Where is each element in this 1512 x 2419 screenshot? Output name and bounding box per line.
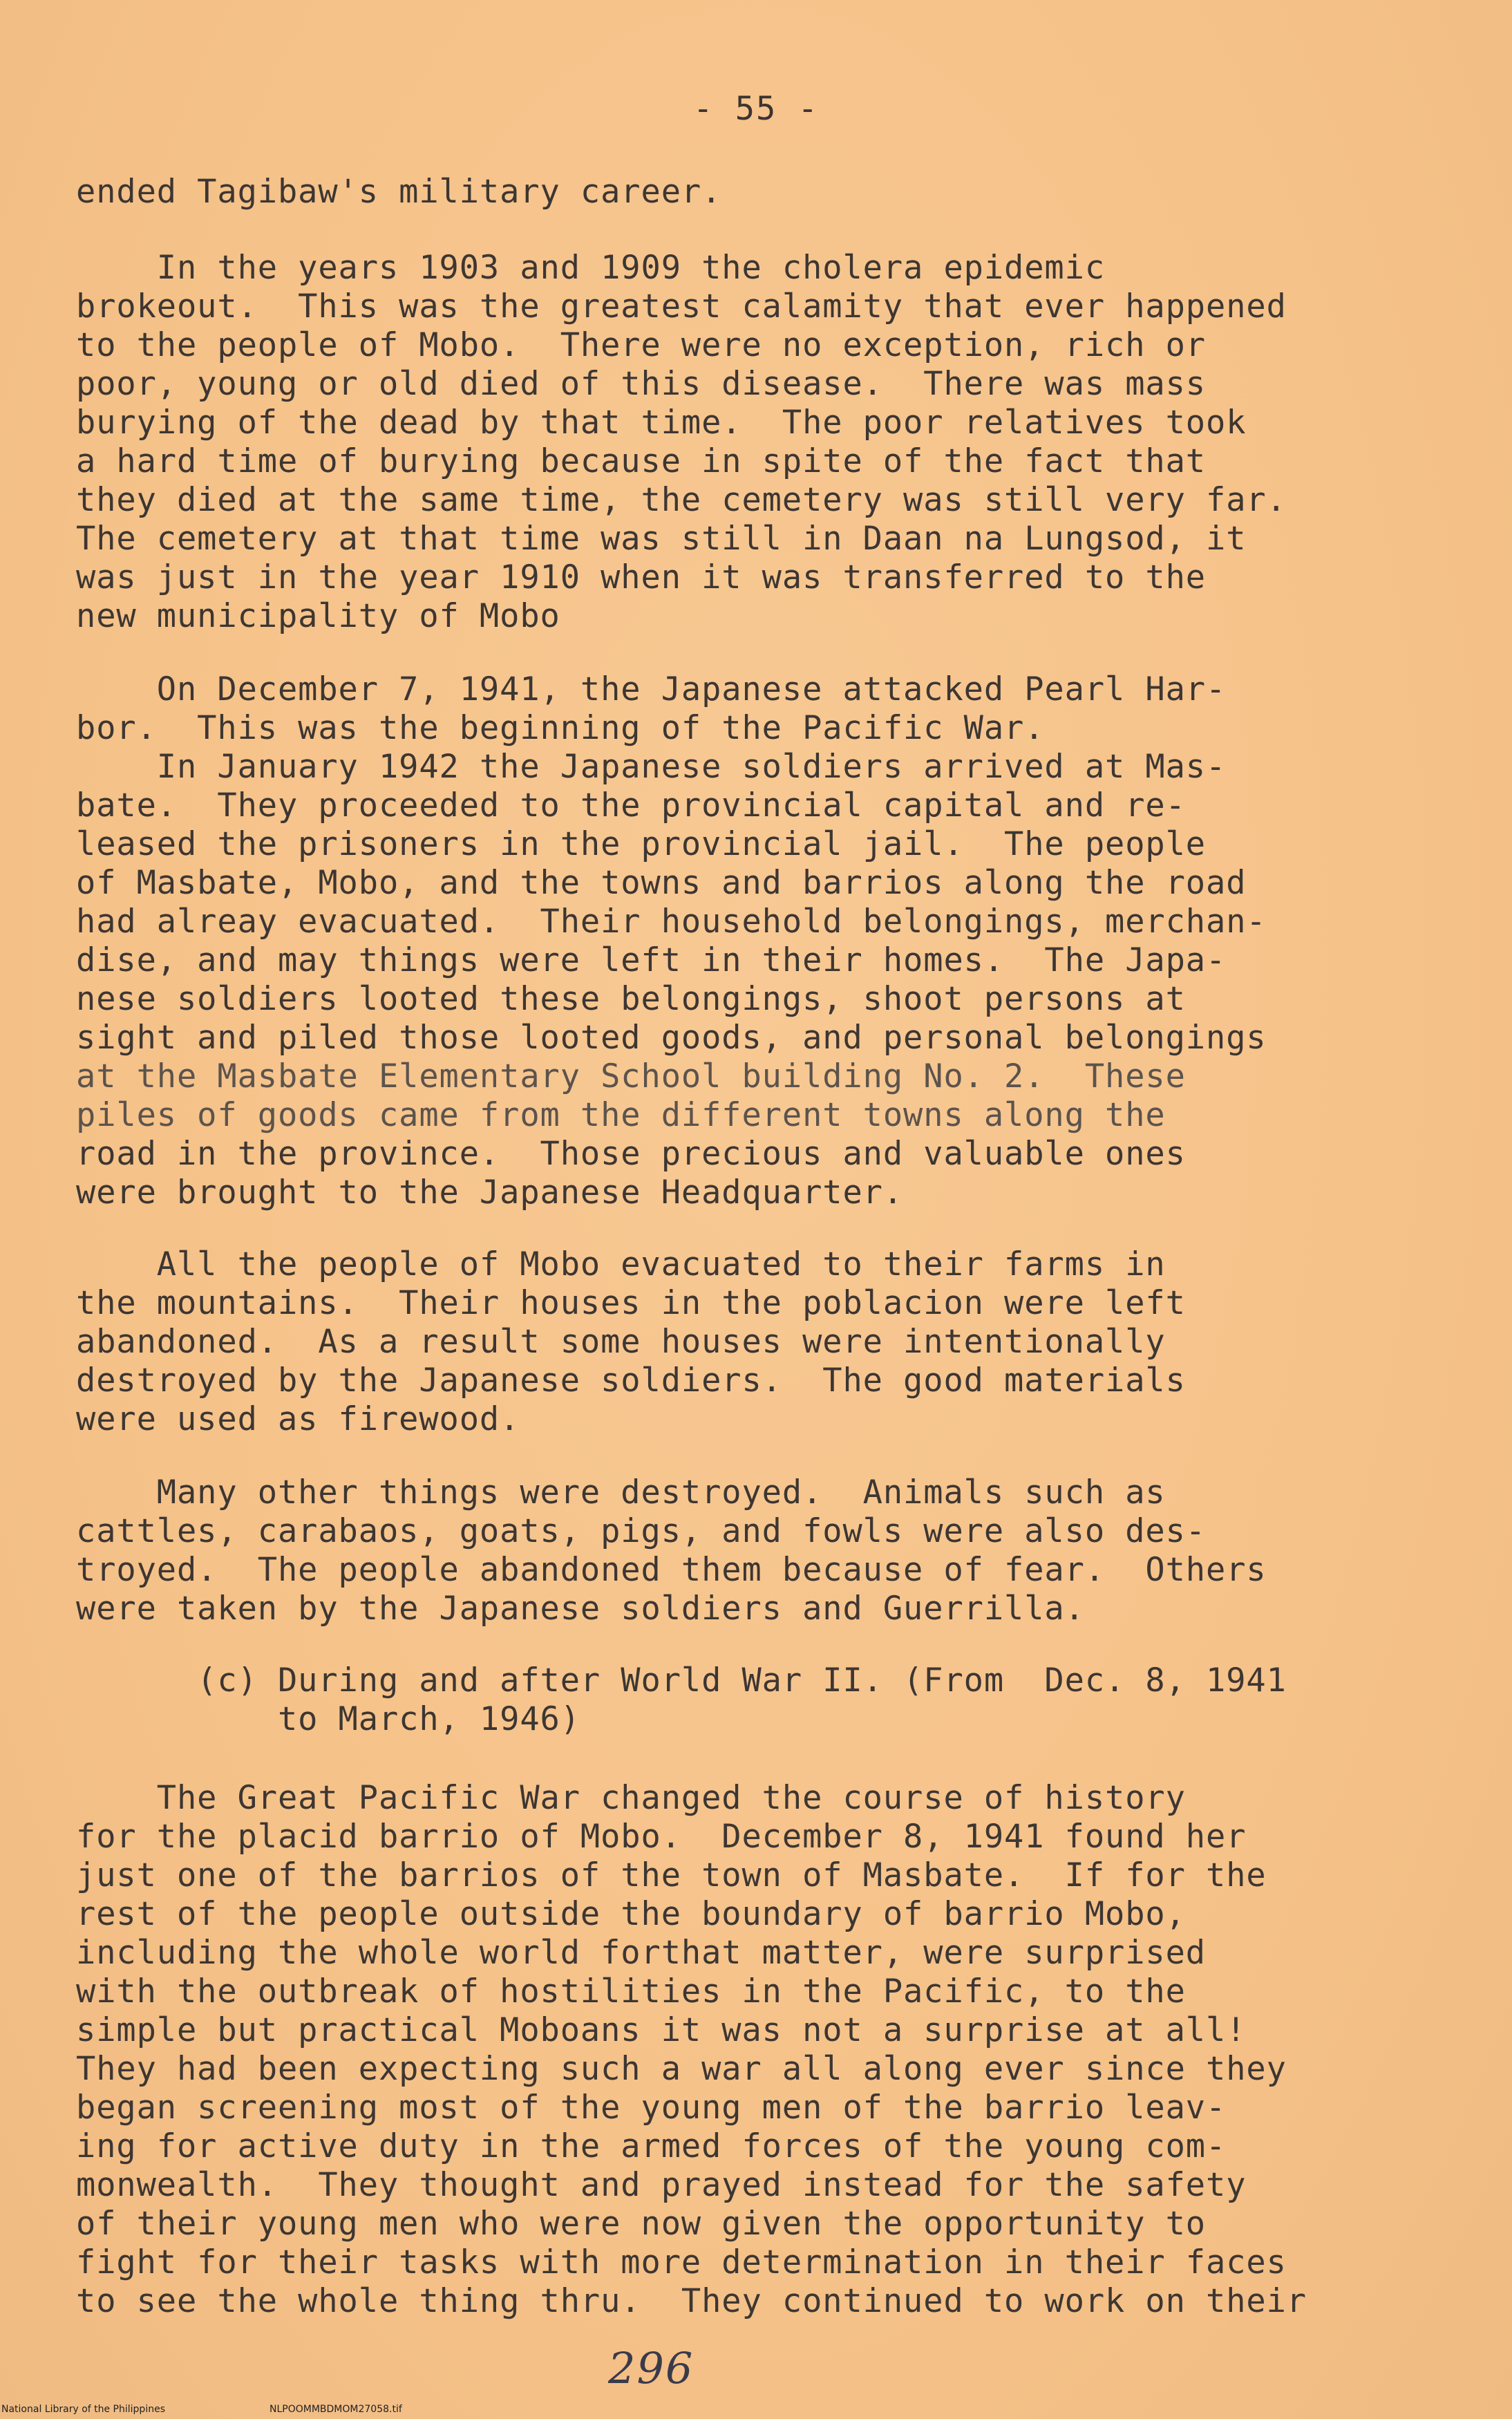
section-heading: (c) During and after World War II. (From Dec. 8, 1941 <box>76 1662 1287 1700</box>
text-line: burying of the dead by that time. The poor relatives took <box>76 404 1247 442</box>
text-line: were brought to the Japanese Headquarter. <box>76 1174 904 1212</box>
text-line: brokeout. This was the greatest calamity that ever happened <box>76 288 1287 326</box>
text-line: All the people of Mobo evacuated to their farms in <box>76 1245 1166 1283</box>
text-line: new municipality of Mobo <box>76 597 560 635</box>
footer-file-name: NLPOOMMBDMOM27058.tif <box>270 2404 402 2415</box>
text-line: dise, and may things were left in their homes. The Japa- <box>76 941 1227 979</box>
text-line: for the placid barrio of Mobo. December 8, 1941 found her <box>76 1818 1247 1856</box>
text-line: just one of the barrios of the town of Masbate. If for the <box>76 1856 1267 1894</box>
text-line: nese soldiers looted these belongings, shoot persons at <box>76 980 1186 1018</box>
text-line: ing for active duty in the armed forces of the young com- <box>76 2127 1227 2165</box>
text-line: the mountains. Their houses in the poblacion were left <box>76 1284 1186 1322</box>
text-line: In January 1942 the Japanese soldiers arrived at Mas- <box>76 748 1227 786</box>
text-line: had alreay evacuated. Their household belongings, merchan- <box>76 903 1267 941</box>
text-line: Many other things were destroyed. Animals such as <box>76 1474 1166 1512</box>
text-line: ended Tagibaw's military career. <box>76 173 722 211</box>
text-line: to see the whole thing thru. They continued to work on their <box>76 2282 1307 2320</box>
text-line: The Great Pacific War changed the course of history <box>76 1779 1186 1817</box>
text-line: to the people of Mobo. There were no exception, rich or <box>76 326 1206 364</box>
text-line: at the Masbate Elementary School building No. 2. These <box>76 1057 1186 1095</box>
text-line: bor. This was the beginning of the Pacific War. <box>76 709 1045 747</box>
text-line: On December 7, 1941, the Japanese attacked Pearl Har- <box>76 670 1227 708</box>
text-line: with the outbreak of hostilities in the Pacific, to the <box>76 1973 1186 2011</box>
text-line: In the years 1903 and 1909 the cholera epidemic <box>76 249 1106 287</box>
text-line: destroyed by the Japanese soldiers. The good materials <box>76 1362 1186 1400</box>
text-line: fight for their tasks with more determination in their faces <box>76 2243 1287 2281</box>
footer-library-name: National Library of the Philippines <box>1 2404 165 2415</box>
text-line: began screening most of the young men of the barrio leav- <box>76 2089 1227 2127</box>
text-line: of Masbate, Mobo, and the towns and barrios along the road <box>76 864 1247 902</box>
text-line: were used as firewood. <box>76 1400 520 1438</box>
text-line: The cemetery at that time was still in Daan na Lungsod, it <box>76 520 1247 558</box>
text-line: were taken by the Japanese soldiers and Guerrilla. <box>76 1590 1085 1628</box>
section-heading: to March, 1946) <box>76 1700 580 1738</box>
text-line: sight and piled those looted goods, and personal belongings <box>76 1019 1267 1057</box>
text-line: road in the province. Those precious and valuable ones <box>76 1135 1186 1173</box>
page-number: - 55 - <box>693 90 819 128</box>
text-line: They had been expecting such a war all along ever since they <box>76 2050 1287 2088</box>
text-line: they died at the same time, the cemetery was still very far. <box>76 481 1287 519</box>
text-line: including the whole world forthat matter, were surprised <box>76 1934 1206 1972</box>
text-line: cattles, carabaos, goats, pigs, and fowls were also des- <box>76 1512 1206 1550</box>
text-line: piles of goods came from the different towns along the <box>76 1096 1166 1134</box>
text-line: rest of the people outside the boundary of barrio Mobo, <box>76 1895 1186 1933</box>
text-line: bate. They proceeded to the provincial capital and re- <box>76 787 1186 825</box>
text-line: abandoned. As a result some houses were intentionally <box>76 1323 1166 1361</box>
text-line: leased the prisoners in the provincial jail. The people <box>76 825 1206 863</box>
text-line: troyed. The people abandoned them because of fear. Others <box>76 1551 1267 1589</box>
text-line: of their young men who were now given the opportunity to <box>76 2205 1206 2243</box>
text-line: poor, young or old died of this disease. There was mass <box>76 365 1206 403</box>
handwritten-page-number: 296 <box>608 2343 694 2393</box>
text-line: simple but practical Moboans it was not a surprise at all! <box>76 2011 1247 2049</box>
text-line: was just in the year 1910 when it was transferred to the <box>76 558 1206 596</box>
text-line: monwealth. They thought and prayed instead for the safety <box>76 2166 1247 2204</box>
text-line: a hard time of burying because in spite of the fact that <box>76 442 1206 480</box>
